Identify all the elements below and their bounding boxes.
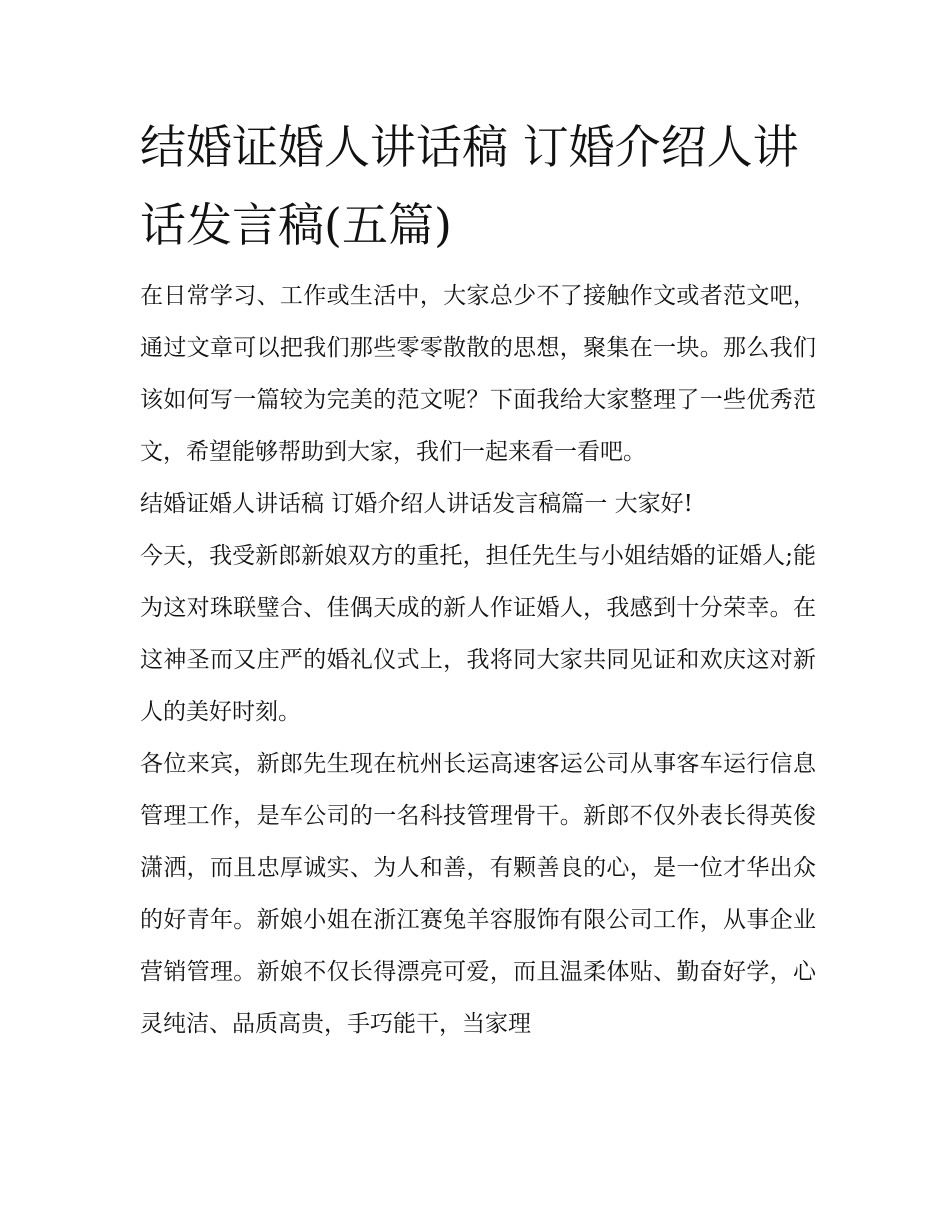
body-paragraph: 今天，我受新郎新娘双方的重托，担任先生与小姐结婚的证婚人;能为这对珠联璧合、佳偶天成的新人作证婚人，我感到十分荣幸。在这神圣而又庄严的婚礼仪式上，我将同大家共同见证和欢庆这对新人的美好时刻。 <box>140 543 816 725</box>
document-title: 结婚证婚人讲话稿 订婚介绍人讲话发言稿(五篇) <box>140 120 799 252</box>
body-paragraph: 各位来宾，新郎先生现在杭州长运高速客运公司从事客车运行信息管理工作，是车公司的一名科技管理骨干。新郎不仅外表长得英俊潇洒，而且忠厚诚实、为人和善，有颗善良的心，是一位才华出众的好青年。新娘小姐在浙江赛兔羊容服饰有限公司工作，从事企业营销管理。新娘不仅长得漂亮可爱，而且温柔体贴、勤奋好学，心灵纯洁、品质高贵，手巧能干，当家理 <box>140 751 816 1037</box>
intro-paragraph: 在日常学习、工作或生活中，大家总少不了接触作文或者范文吧，通过文章可以把我们那些零零散散的思想，聚集在一块。那么我们该如何写一篇较为完美的范文呢？下面我给大家整理了一些优秀范文，希望能够帮助到大家，我们一起来看一看吧。 <box>140 283 816 465</box>
document-page <box>140 108 816 1050</box>
section-heading-paragraph: 结婚证婚人讲话稿 订婚介绍人讲话发言稿篇一 大家好! <box>140 491 693 517</box>
